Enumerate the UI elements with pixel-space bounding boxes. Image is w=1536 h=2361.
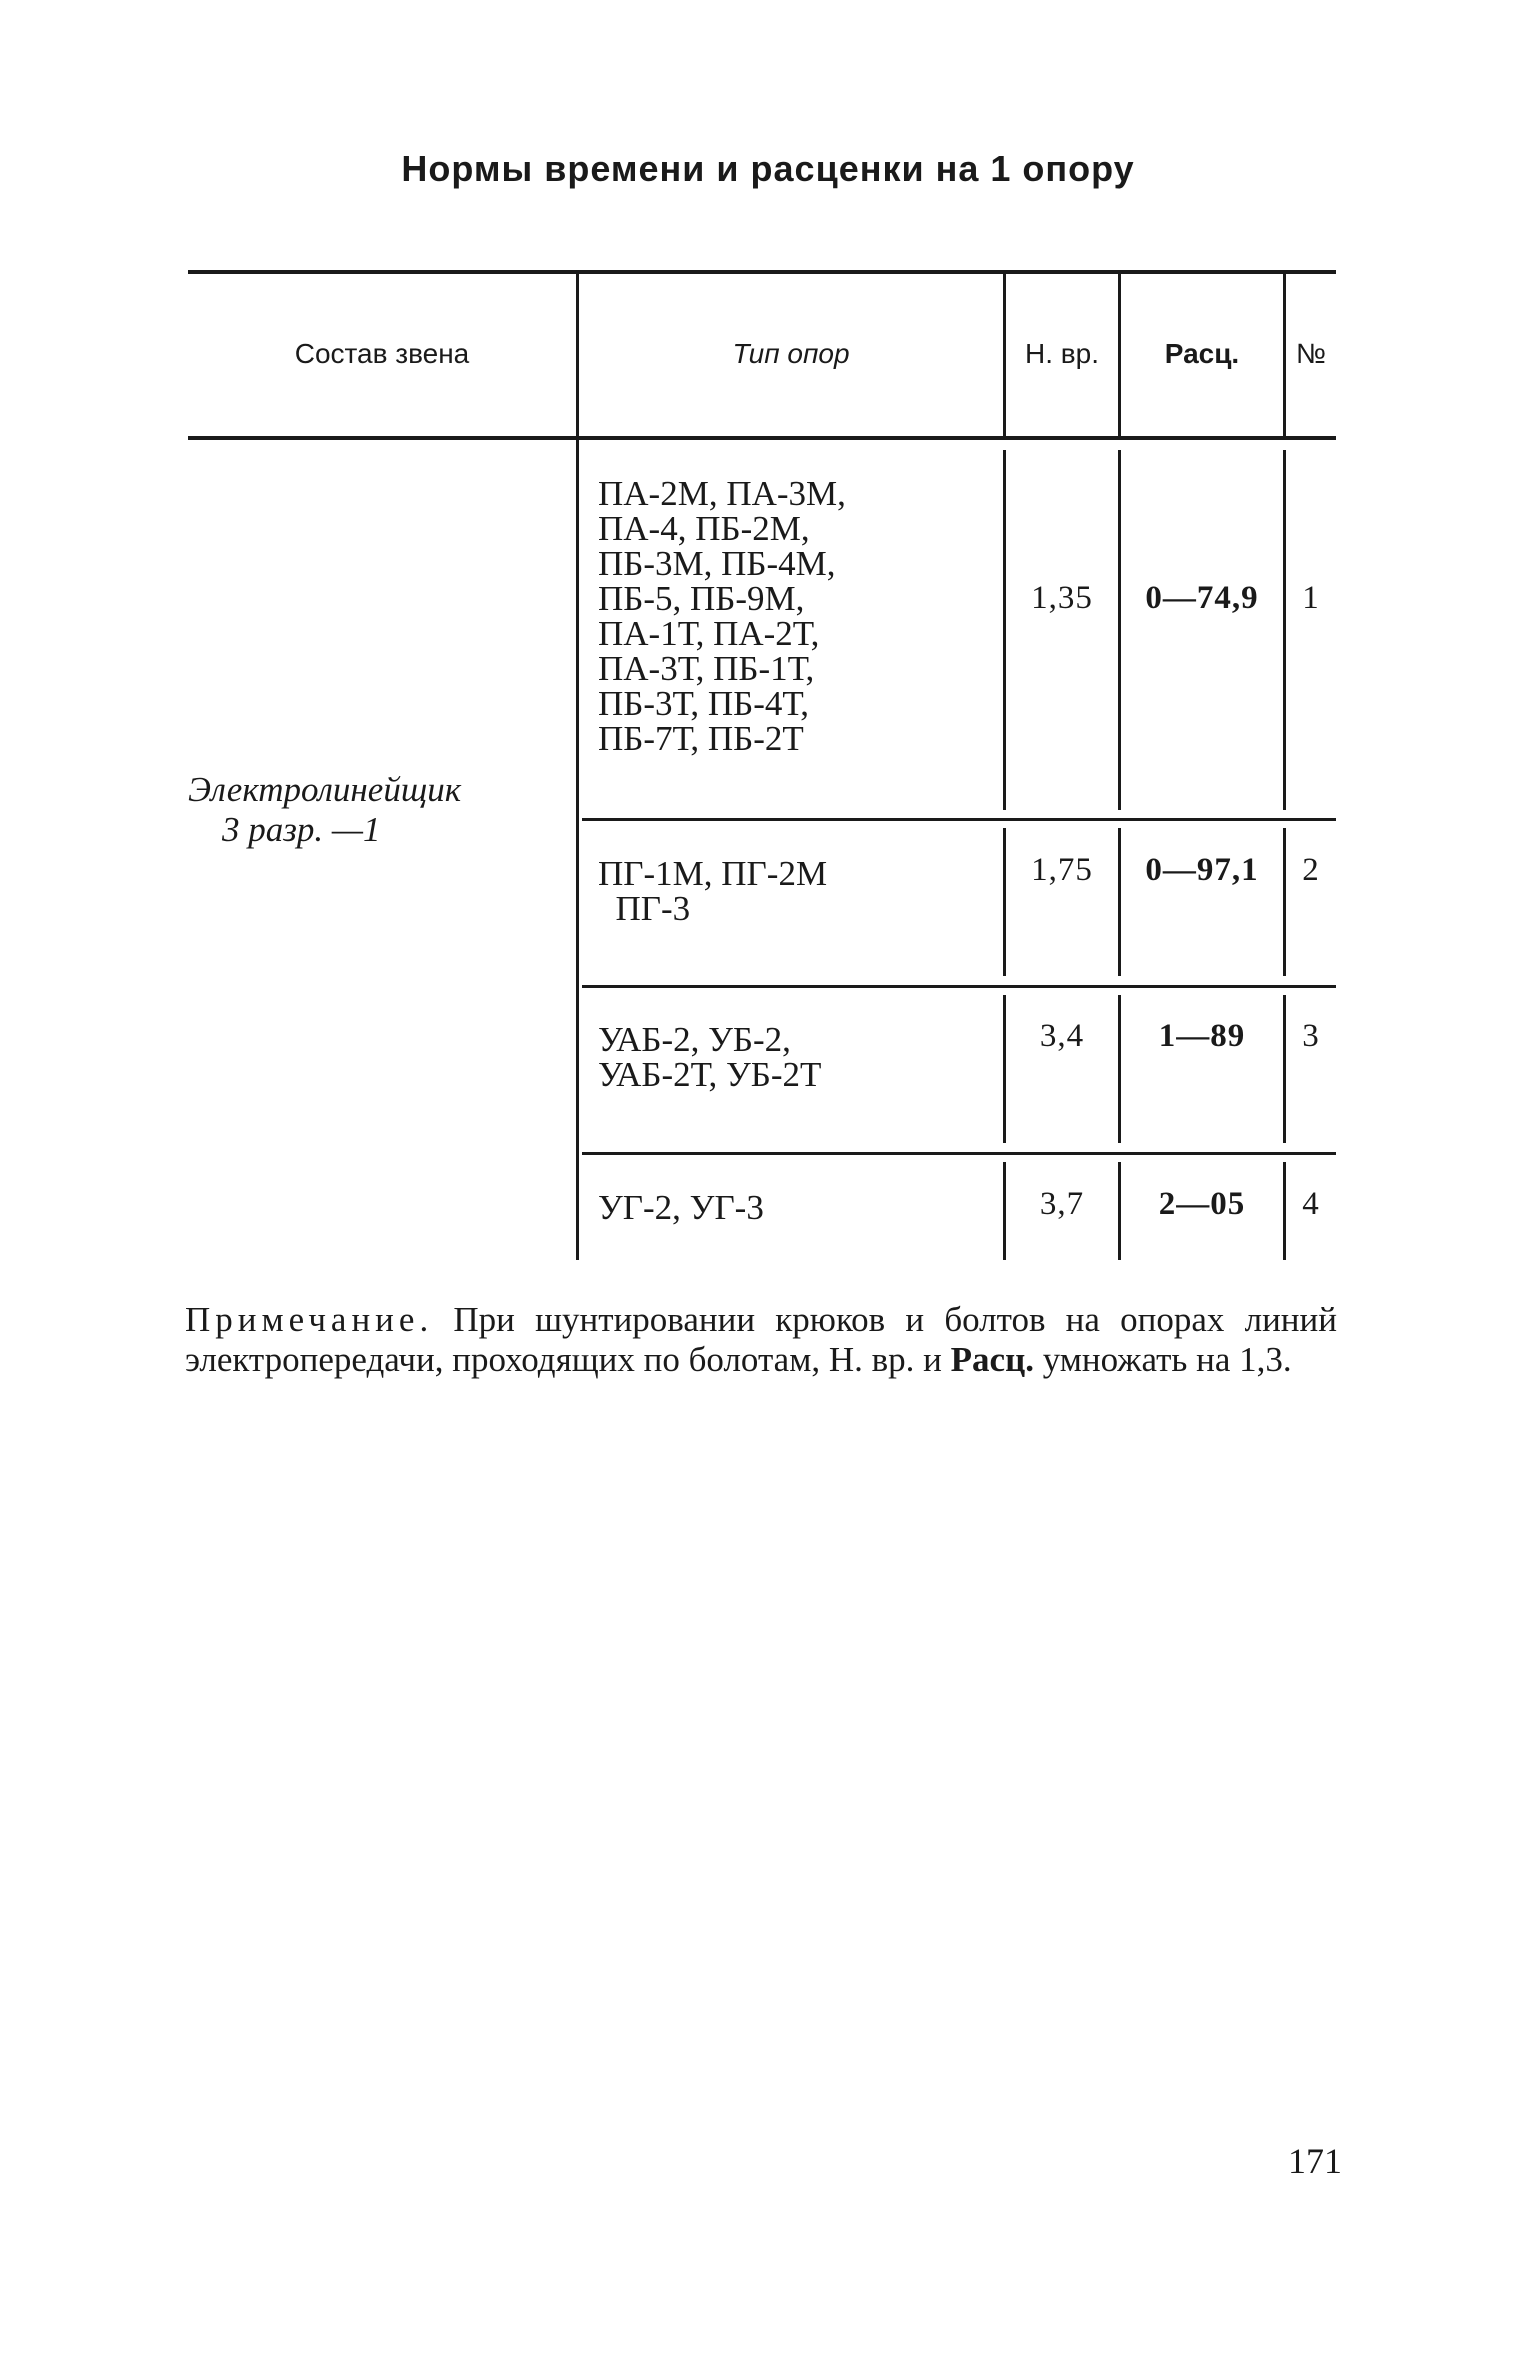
row4-support-type: УГ-2, УГ-3 [598, 1188, 764, 1227]
note-text-2: умножать на 1,3. [1034, 1340, 1292, 1379]
row2-rate: 0—97,1 [1145, 852, 1259, 888]
row2-number: 2 [1302, 852, 1320, 888]
row4-number: 4 [1302, 1186, 1320, 1222]
row3-rate: 1—89 [1158, 1018, 1246, 1054]
row-separator-1 [582, 818, 1336, 821]
row4-rate: 2—05 [1158, 1186, 1246, 1222]
row1-rule-type [1003, 450, 1006, 810]
row1-rate: 0—74,9 [1145, 580, 1259, 616]
table-header-rule [188, 436, 1336, 440]
header-crew: Состав звена [294, 338, 470, 369]
row2-rule-rate [1283, 828, 1286, 976]
row2-time-norm: 1,75 [1031, 852, 1093, 888]
note-label: Примечание. [185, 1300, 434, 1339]
row1-support-type: ПА-2М, ПА-3М, ПА-4, ПБ-2М, ПБ-3М, ПБ-4М, ПБ-5, ПБ-9М, ПА-1Т, ПА-2Т, ПА-3Т, ПБ-1Т, ПБ-3Т, ПБ-4Т, ПБ-7Т, ПБ-2Т [598, 474, 846, 758]
col-rule-crew-body [576, 440, 579, 1260]
row2-support-type: ПГ-1М, ПГ-2М ПГ-3 [598, 854, 828, 928]
row-separator-2 [582, 985, 1336, 988]
row1-rule-rate [1283, 450, 1286, 810]
row1-rule-norm [1118, 450, 1121, 810]
header-rate: Расц. [1164, 338, 1240, 369]
row2-rule-norm [1118, 828, 1121, 976]
page-number: 171 [1288, 2141, 1342, 2181]
header-time-norm: Н. вр. [1024, 338, 1099, 369]
page-title: Нормы времени и расценки на 1 опору [401, 148, 1135, 189]
row3-support-type: УАБ-2, УБ-2, УАБ-2Т, УБ-2Т [598, 1020, 822, 1094]
row2-rule-type [1003, 828, 1006, 976]
note-text-1: При шунтировании крюков и болтов на опорах линий электропередачи, проходящих по болотам, Н. вр. и [185, 1300, 1337, 1379]
header-support-type: Тип опор [732, 338, 850, 369]
row4-time-norm: 3,7 [1039, 1186, 1085, 1222]
crew-label-line2: 3 разр. —1 [222, 810, 381, 849]
note-bold: Расц. [950, 1340, 1034, 1379]
row1-number: 1 [1302, 580, 1320, 616]
row1-time-norm: 1,35 [1031, 580, 1093, 616]
crew-label [188, 770, 461, 850]
row3-number: 3 [1302, 1018, 1320, 1054]
row3-time-norm: 3,4 [1039, 1018, 1085, 1054]
row-separator-3 [582, 1152, 1336, 1155]
crew-label-line1: Электролинейщик [188, 770, 462, 809]
table-note [185, 1300, 1337, 1380]
table-top-rule [188, 270, 1336, 274]
header-number: № [1295, 338, 1327, 369]
